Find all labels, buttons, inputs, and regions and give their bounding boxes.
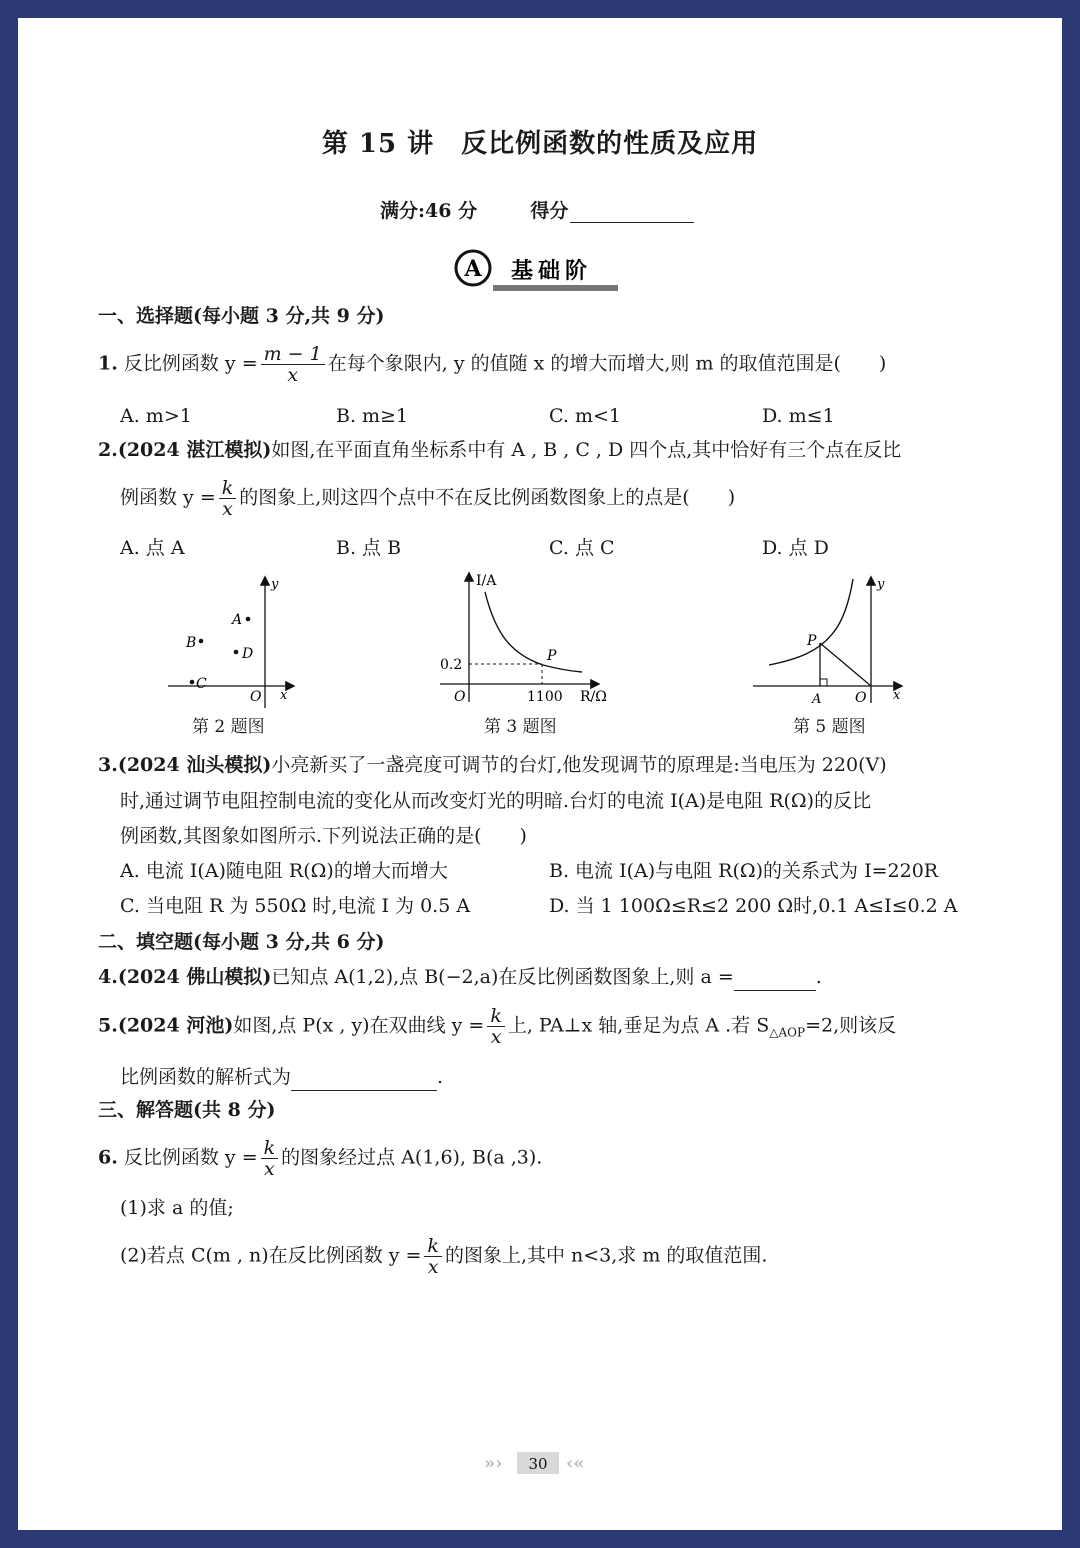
badge-label: 基础阶 (511, 258, 593, 284)
fig2-point-b (199, 639, 204, 644)
q3-option-c: C. 当电阻 R 为 550Ω 时,电流 I 为 0.5 A (120, 895, 471, 917)
fig3-point-p: P (547, 648, 557, 664)
q2-line1: 如图,在平面直角坐标系中有 A , B , C , D 四个点,其中恰好有三个点在反比 (271, 439, 902, 461)
q1-option-d: D. m≤1 (762, 405, 835, 427)
q3-line1: 小亮新买了一盏亮度可调节的台灯,他发现调节的原理是:当电压为 220(V) (271, 754, 887, 776)
fig5-po-segment (820, 643, 871, 686)
q1-option-c: C. m<1 (549, 405, 621, 427)
q3-option-a: A. 电流 I(A)随电阻 R(Ω)的增大而增大 (120, 860, 448, 882)
q6-post: 的图象经过点 A(1,6), B(a ,3). (281, 1146, 543, 1169)
q6-sub2 (120, 1236, 767, 1277)
q3-tag: (2024 汕头模拟) (117, 754, 272, 776)
fig3-curve (485, 592, 582, 672)
fig2-label-a: A (232, 612, 243, 628)
question-6 (98, 1138, 542, 1179)
footer-left-arrows-icon: »› (484, 1453, 503, 1474)
q2-frac-den: x (222, 498, 233, 520)
score-line (380, 196, 694, 223)
figure-2 (158, 573, 318, 733)
q2-fraction (219, 478, 237, 519)
q3-line2: 时,通过调节电阻控制电流的变化从而改变灯光的明暗.台灯的电流 I(A)是电阻 R(Ω)的反比 (120, 790, 872, 812)
q5-end: . (437, 1066, 444, 1088)
q6-sub2-pre: (2)若点 C(m , n)在反比例函数 y = (120, 1244, 422, 1267)
q2-tag: (2024 湛江模拟) (117, 439, 272, 461)
question-1 (98, 344, 886, 385)
q2-frac-num: k (219, 478, 237, 499)
question-5-line2 (120, 1063, 443, 1091)
page-footer (484, 1450, 594, 1476)
figure-3 (430, 570, 620, 710)
fig3-x-label: R/Ω (580, 689, 607, 705)
q5-line2: 比例函数的解析式为 (120, 1066, 292, 1088)
q1-frac-num: m − 1 (261, 344, 325, 365)
fig5-curve (769, 579, 853, 665)
q2-option-c: C. 点 C (549, 537, 615, 559)
fig5-x-label: x (893, 688, 901, 703)
q6-fraction (261, 1138, 279, 1179)
badge-letter: A (464, 256, 482, 282)
q5-post: =2,则该反 (805, 1014, 897, 1037)
q5-tag: (2024 河池) (117, 1014, 234, 1037)
q6-sub2-fraction (424, 1236, 442, 1277)
fig2-x-label: x (280, 688, 288, 703)
q5-number: 5. (98, 1014, 118, 1037)
fig3-y-tick: 0.2 (440, 657, 463, 673)
q2-number: 2. (98, 439, 118, 461)
q5-frac-den: x (490, 1026, 502, 1048)
q6-sub2-frac-num: k (424, 1236, 442, 1257)
q6-frac-num: k (261, 1138, 279, 1159)
fig5-caption: 第 5 题图 (793, 717, 866, 737)
q2-option-b: B. 点 B (336, 537, 402, 559)
fig2-label-d: D (242, 646, 254, 662)
question-5-line1 (98, 1006, 896, 1047)
fig2-origin: O (250, 689, 262, 705)
fig2-point-a (246, 617, 251, 622)
q2-option-d: D. 点 D (762, 537, 829, 559)
page-number: 30 (528, 1455, 548, 1473)
figure-5 (751, 573, 911, 713)
fig2-caption: 第 2 题图 (192, 717, 265, 737)
q3-option-b: B. 电流 I(A)与电阻 R(Ω)的关系式为 I=220R (549, 860, 939, 882)
q1-fraction (261, 344, 325, 385)
part2-heading: 二、填空题(每小题 3 分,共 6 分) (98, 931, 385, 953)
fig5-origin: O (855, 690, 867, 706)
fig5-label-p: P (807, 633, 817, 649)
full-score: 满分:46 分 (380, 200, 478, 222)
fig2-point-d (234, 650, 239, 655)
q5-answer-blank (291, 1072, 437, 1091)
q5-frac-num: k (487, 1006, 505, 1027)
q5-pre: 如图,点 P(x , y)在双曲线 y = (233, 1014, 485, 1037)
question-4 (98, 963, 822, 991)
footer-right-arrows-icon: ‹« (566, 1453, 585, 1474)
fig2-label-c: C (196, 676, 207, 692)
q1-pre: 反比例函数 y = (123, 352, 258, 375)
fig2-y-label: y (271, 577, 279, 592)
q2-option-a: A. 点 A (120, 537, 185, 559)
q5-sub: △AOP (769, 1025, 806, 1040)
q3-option-d: D. 当 1 100Ω≤R≤2 200 Ω时,0.1 A≤I≤0.2 A (549, 895, 958, 917)
fig5-y-label: y (877, 577, 885, 592)
q1-option-b: B. m≥1 (336, 405, 409, 427)
fig3-origin: O (454, 689, 466, 705)
section-badge-graphic (453, 248, 633, 294)
q4-text: 已知点 A(1,2),点 B(−2,a)在反比例函数图象上,则 a = (271, 966, 734, 988)
fig3-x-tick: 1100 (527, 689, 563, 705)
q3-line3: 例函数,其图象如图所示.下列说法正确的是( ) (120, 825, 527, 847)
q1-frac-den: x (287, 364, 299, 386)
q6-sub1: (1)求 a 的值; (120, 1197, 234, 1219)
q2-line2-pre: 例函数 y = (120, 486, 216, 509)
q5-fraction (487, 1006, 505, 1047)
part3-heading: 三、解答题(共 8 分) (98, 1099, 276, 1121)
fig3-y-label: I/A (476, 573, 497, 589)
q1-option-a: A. m>1 (120, 405, 192, 427)
page-number-ornament (484, 1450, 594, 1476)
q4-number: 4. (98, 966, 118, 988)
score-label: 得分 (530, 200, 569, 222)
fig2-label-b: B (186, 635, 197, 651)
page-title: 第 15 讲 反比例函数的性质及应用 (321, 129, 759, 159)
q6-pre: 反比例函数 y = (123, 1146, 258, 1169)
q2-line2-post: 的图象上,则这四个点中不在反比例函数图象上的点是( ) (239, 486, 736, 509)
q5-mid: 上, PA⊥x 轴,垂足为点 A .若 S (507, 1014, 770, 1037)
q4-end: . (815, 966, 822, 988)
question-2-line1 (98, 436, 901, 464)
part1-heading: 一、选择题(每小题 3 分,共 9 分) (98, 305, 385, 327)
score-blank (570, 202, 694, 223)
q6-frac-den: x (264, 1158, 275, 1180)
q4-tag: (2024 佛山模拟) (117, 966, 272, 988)
q6-sub2-frac-den: x (427, 1256, 439, 1278)
fig3-caption: 第 3 题图 (484, 717, 557, 737)
worksheet-page (18, 18, 1062, 1530)
q1-number: 1. (98, 352, 118, 375)
q1-post: 在每个象限内, y 的值随 x 的增大而增大,则 m 的取值范围是( ) (327, 352, 887, 375)
fig5-label-a: A (812, 692, 822, 707)
fig5-right-angle (820, 679, 827, 686)
q6-number: 6. (98, 1146, 118, 1169)
section-badge (453, 248, 633, 294)
q3-number: 3. (98, 754, 118, 776)
question-3-line1 (98, 751, 887, 779)
q4-answer-blank (734, 972, 816, 991)
question-2-line2 (120, 478, 735, 519)
q6-sub2-post: 的图象上,其中 n<3,求 m 的取值范围. (444, 1244, 768, 1267)
fig2-point-c (190, 680, 195, 685)
